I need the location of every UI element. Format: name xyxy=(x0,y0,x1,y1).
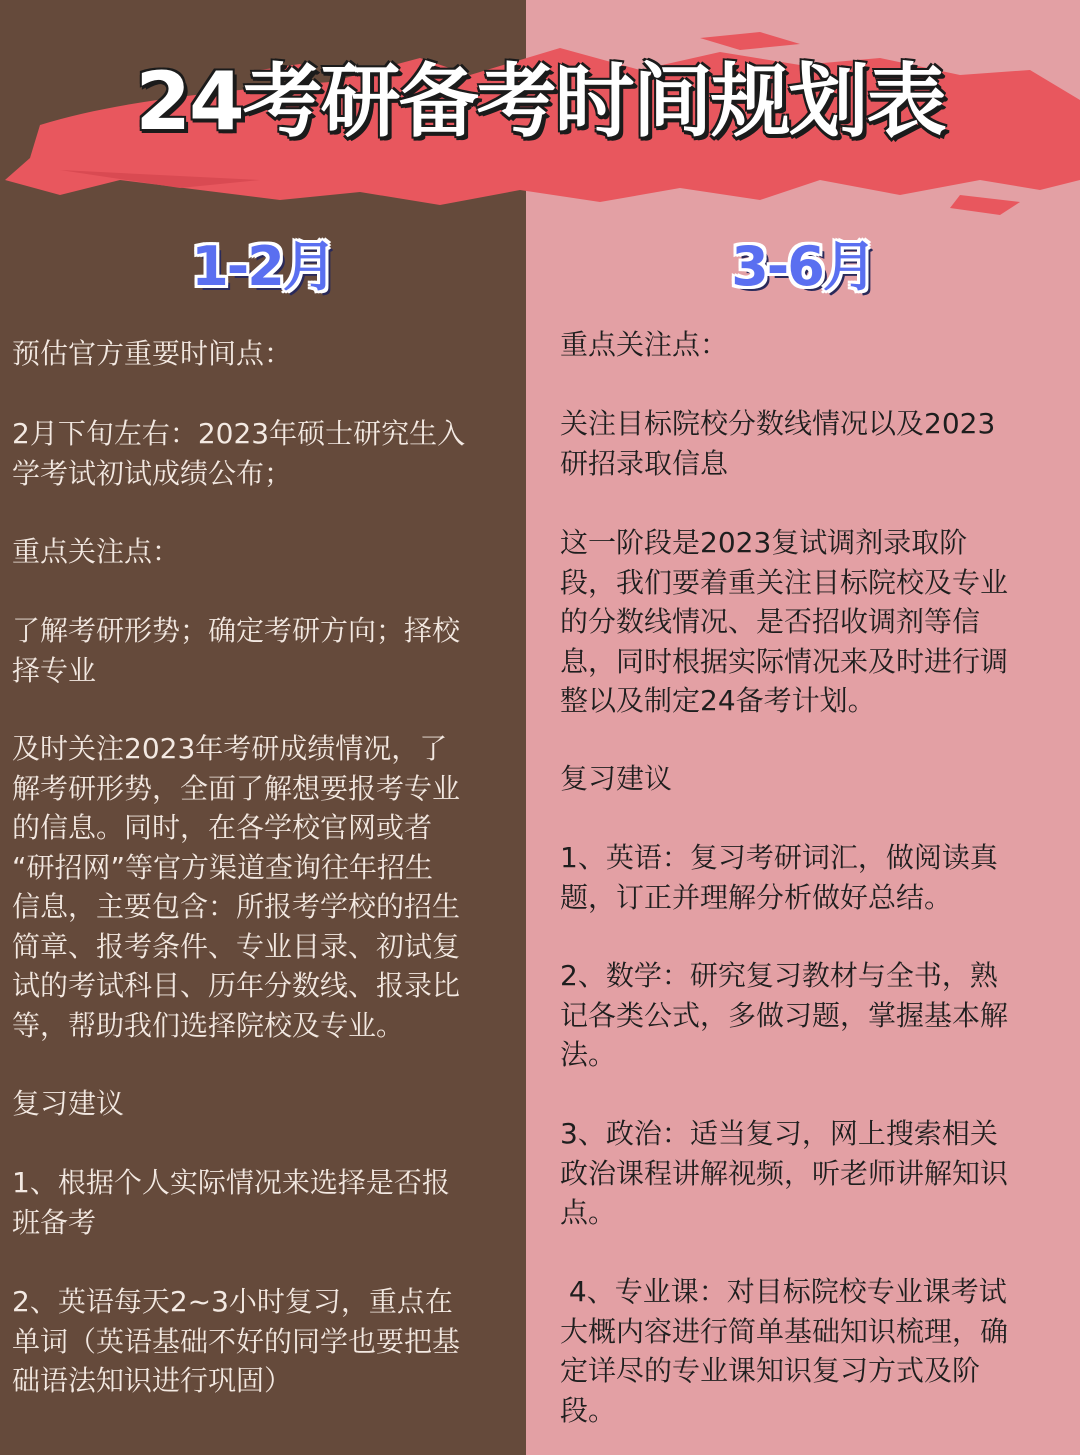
right-paragraph: 1、英语：复习考研词汇，做阅读真 题，订正并理解分析做好总结。 xyxy=(560,841,998,914)
left-month-heading: 1-2月 xyxy=(191,235,335,298)
left-paragraph: 复习建议 xyxy=(12,1087,125,1120)
right-paragraph: 3、政治：适当复习，网上搜索相关 政治课程讲解视频，听老师讲解知识 点。 xyxy=(560,1117,1009,1229)
right-paragraph: 2、数学：研究复习教材与全书，熟 记各类公式，多做习题，掌握基本解 法。 xyxy=(560,959,1009,1071)
page-title: 24考研备考时间规划表 xyxy=(135,55,945,148)
right-paragraph: 4、专业课：对目标院校专业课考试 大概内容进行简单基础知识梳理，确 定详尽的专业课知识复习方式及阶 段。 xyxy=(560,1275,1009,1427)
left-paragraph: 及时关注2023年考研成绩情况，了 解考研形势，全面了解想要报考专业 的信息。同时，在各学校官网或者 “研招网”等官方渠道查询往年招生 信息，主要包含：所报考学校的招生 简章、报考条件、专业目录、初试复 试的考试科目、历年分数线、报录比 等，帮助我们选择院校及专业。 xyxy=(12,732,461,1042)
left-paragraph: 2月下旬左右：2023年硕士研究生入 学考试初试成绩公布； xyxy=(12,417,466,490)
right-paragraph: 复习建议 xyxy=(560,762,673,795)
left-paragraph: 1、根据个人实际情况来选择是否报 班备考 xyxy=(12,1166,450,1239)
left-paragraph: 重点关注点： xyxy=(12,535,181,568)
right-paragraph: 关注目标院校分数线情况以及2023 研招录取信息 xyxy=(560,407,996,480)
left-paragraph: 2、英语每天2~3小时复习，重点在 单词（英语基础不好的同学也要把基 础语法知识进行巩固） xyxy=(12,1285,461,1397)
left-paragraph: 了解考研形势；确定考研方向；择校 择专业 xyxy=(12,614,461,687)
left-paragraph: 预估官方重要时间点： xyxy=(12,337,293,370)
right-paragraph: 这一阶段是2023复试调剂录取阶 段，我们要着重关注目标院校及专业 的分数线情况、是否招收调剂等信 息，同时根据实际情况来及时进行调 整以及制定24备考计划。 xyxy=(560,526,1009,717)
right-month-heading: 3-6月 xyxy=(731,235,875,298)
right-paragraph: 重点关注点： xyxy=(560,328,729,361)
